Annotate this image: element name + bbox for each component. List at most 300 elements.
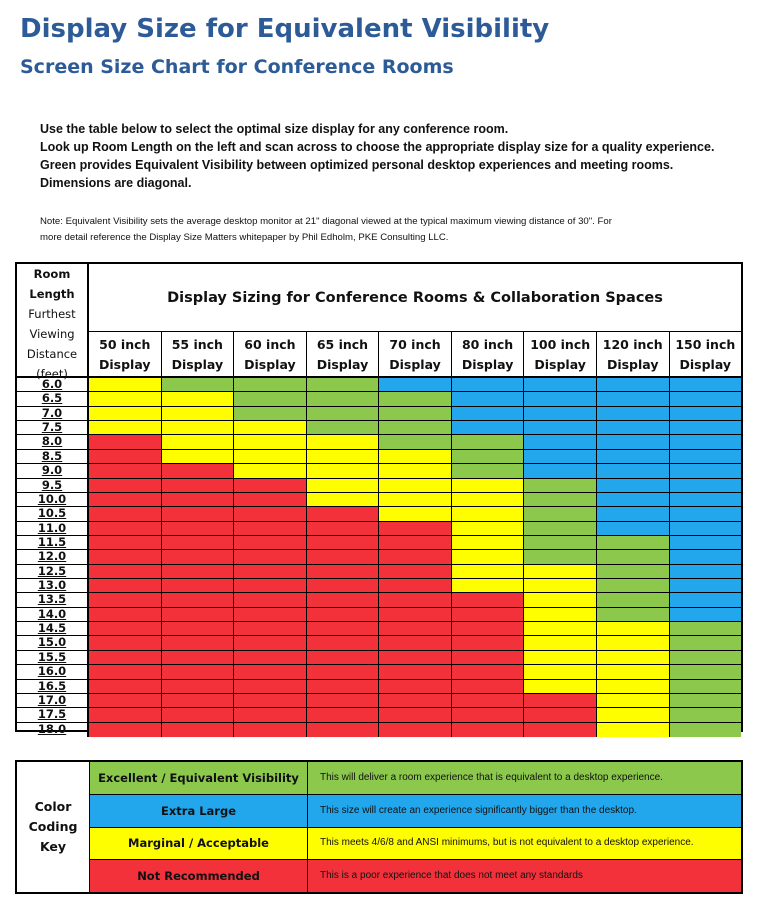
rating-cell [234,522,307,536]
rating-cell [452,479,525,493]
rating-cell [162,651,235,665]
table-row [17,708,741,722]
rating-cell [234,378,307,392]
rating-cell [307,636,380,650]
rating-cell [452,680,525,694]
rating-cell [307,522,380,536]
rating-cell [89,479,162,493]
rating-cell [379,723,452,737]
rating-cell [452,608,525,622]
rating-cell [162,694,235,708]
table-row [17,651,741,665]
rating-cell [162,522,235,536]
rating-cell [379,450,452,464]
rating-cell [452,593,525,607]
rating-cell [524,550,597,564]
rating-cell [307,694,380,708]
room-header-line: Distance [26,347,78,361]
rating-cell [234,636,307,650]
rating-cell [670,522,742,536]
distance-label: 11.0 [17,522,89,536]
rating-cell [89,708,162,722]
rating-cell [452,651,525,665]
table-row [17,622,741,636]
distance-label: 14.5 [17,622,89,636]
rating-cell [162,464,235,478]
column-size: 60 inch [244,337,296,352]
rating-cell [307,450,380,464]
table-row [17,536,741,550]
rating-cell [524,651,597,665]
table-row [17,378,741,392]
rating-cell [597,565,670,579]
rating-cell [234,536,307,550]
distance-label: 6.0 [17,378,89,392]
column-unit: Display [171,357,224,372]
distance-label: 8.0 [17,435,89,449]
rating-cell [307,421,380,435]
rating-cell [89,723,162,737]
rating-cell [524,493,597,507]
distance-label: 8.5 [17,450,89,464]
rating-cell [234,479,307,493]
rating-cell [307,407,380,421]
rating-cell [452,378,525,392]
column-header [307,332,380,376]
rating-cell [307,536,380,550]
rating-cell [597,507,670,521]
column-header [597,332,670,376]
rating-cell [524,608,597,622]
table-row [17,493,741,507]
rating-cell [162,550,235,564]
rating-cell [379,407,452,421]
rating-cell [89,636,162,650]
table-row [17,450,741,464]
rating-cell [89,550,162,564]
rating-cell [452,694,525,708]
column-size: 50 inch [99,337,151,352]
rating-cell [379,550,452,564]
table-row [17,636,741,650]
rating-cell [307,479,380,493]
rating-cell [452,579,525,593]
rating-cell [89,579,162,593]
color-coding-key [15,760,743,894]
column-size: 55 inch [171,337,223,352]
room-header-line: Length [29,287,75,301]
rating-cell [670,622,742,636]
rating-cell [597,435,670,449]
column-size: 80 inch [461,337,514,352]
rating-cell [89,622,162,636]
rating-cell [597,464,670,478]
column-header [379,332,452,376]
column-unit: Display [679,357,732,372]
rating-cell [307,493,380,507]
column-unit: Display [99,357,151,372]
key-label [17,762,90,892]
rating-cell [597,622,670,636]
table-row [17,593,741,607]
rating-cell [307,464,380,478]
rating-cell [670,421,742,435]
table-row [17,464,741,478]
table-row [17,694,741,708]
rating-cell [670,493,742,507]
rating-cell [89,493,162,507]
rating-cell [162,680,235,694]
rating-cell [307,507,380,521]
rating-cell [234,593,307,607]
rating-cell [379,608,452,622]
rating-cell [234,464,307,478]
distance-label: 10.5 [17,507,89,521]
room-header-line: (feet) [36,367,68,381]
distance-label: 17.5 [17,708,89,722]
key-description: This is a poor experience that does not meet any standards [320,870,583,882]
column-header [524,332,597,376]
rating-cell [234,665,307,679]
rating-cell [670,450,742,464]
rating-cell [234,450,307,464]
column-header [670,332,742,376]
rating-cell [162,493,235,507]
rating-cell [379,565,452,579]
rating-cell [162,479,235,493]
key-row [90,828,741,861]
rating-cell [452,421,525,435]
rating-cell [307,622,380,636]
key-name: Excellent / Equivalent Visibility [90,762,308,794]
rating-cell [524,708,597,722]
room-header-line: Room [33,267,71,281]
rating-cell [307,550,380,564]
rating-cell [452,708,525,722]
table-row [17,723,741,737]
rating-cell [379,694,452,708]
table-row [17,479,741,493]
rating-cell [379,479,452,493]
distance-label: 11.5 [17,536,89,550]
table-body [17,377,741,736]
rating-cell [162,378,235,392]
distance-label: 17.0 [17,694,89,708]
rating-cell [524,450,597,464]
page-title: Display Size for Equivalent Visibility [20,14,550,44]
rating-cell [307,723,380,737]
distance-label: 12.0 [17,550,89,564]
rating-cell [234,622,307,636]
column-size: 150 inch [675,337,736,352]
column-size: 65 inch [316,337,369,352]
key-name: Extra Large [90,795,308,827]
rating-cell [307,680,380,694]
rating-cell [307,651,380,665]
table-row [17,407,741,421]
rating-cell [234,392,307,406]
rating-cell [307,593,380,607]
rating-cell [452,464,525,478]
rating-cell [162,421,235,435]
rating-cell [379,378,452,392]
column-size: 70 inch [389,337,441,352]
rating-cell [597,651,670,665]
rating-cell [89,378,162,392]
rating-cell [89,421,162,435]
rating-cell [89,464,162,478]
rating-cell [162,450,235,464]
distance-label: 12.5 [17,565,89,579]
rating-cell [597,723,670,737]
rating-cell [524,680,597,694]
intro-line: Use the table below to select the optimal size display for any conference room. [40,122,509,136]
rating-cell [597,522,670,536]
rating-cell [89,565,162,579]
rating-cell [234,694,307,708]
distance-label: 18.0 [17,723,89,737]
page-subtitle: Screen Size Chart for Conference Rooms [20,56,454,78]
rating-cell [452,723,525,737]
rating-cell [524,479,597,493]
rating-cell [597,550,670,564]
rating-cell [162,622,235,636]
rating-cell [452,522,525,536]
distance-label: 15.5 [17,651,89,665]
key-row [90,762,741,795]
rating-cell [234,407,307,421]
rating-cell [670,550,742,564]
rating-cell [89,694,162,708]
table-row [17,522,741,536]
rating-cell [524,723,597,737]
distance-label: 7.0 [17,407,89,421]
column-header [162,332,235,376]
table-row [17,392,741,406]
rating-cell [379,493,452,507]
table-row [17,608,741,622]
rating-cell [379,651,452,665]
rating-cell [89,435,162,449]
rating-cell [89,522,162,536]
rating-cell [307,665,380,679]
rating-cell [452,392,525,406]
rating-cell [89,407,162,421]
column-unit: Display [389,357,441,372]
rating-cell [379,522,452,536]
rating-cell [89,450,162,464]
rating-cell [597,593,670,607]
rating-cell [89,665,162,679]
rating-cell [89,608,162,622]
rating-cell [234,608,307,622]
table-main-header: Display Sizing for Conference Rooms & Collaboration Spaces [89,264,741,332]
rating-cell [670,435,742,449]
room-header-line: Viewing [29,327,75,341]
rating-cell [524,522,597,536]
room-length-header [17,264,89,381]
rating-cell [524,464,597,478]
rating-cell [89,651,162,665]
rating-cell [379,507,452,521]
rating-cell [234,435,307,449]
distance-label: 6.5 [17,392,89,406]
distance-label: 13.5 [17,593,89,607]
rating-cell [452,450,525,464]
rating-cell [162,636,235,650]
rating-cell [379,392,452,406]
table-row [17,435,741,449]
column-unit: Display [461,357,514,372]
distance-label: 14.0 [17,608,89,622]
room-header-line: Furthest [28,307,76,321]
rating-cell [234,550,307,564]
rating-cell [162,708,235,722]
rating-cell [670,479,742,493]
rating-cell [162,407,235,421]
column-unit: Display [244,357,296,372]
rating-cell [452,550,525,564]
rating-cell [524,421,597,435]
rating-cell [379,593,452,607]
rating-cell [162,665,235,679]
rating-cell [379,708,452,722]
column-header [234,332,307,376]
rating-cell [597,407,670,421]
table-row [17,579,741,593]
distance-label: 9.5 [17,479,89,493]
rating-cell [670,392,742,406]
rating-cell [234,680,307,694]
distance-label: 7.5 [17,421,89,435]
key-row [90,860,741,892]
table-row [17,550,741,564]
table-row [17,507,741,521]
rating-cell [524,579,597,593]
rating-cell [670,593,742,607]
column-unit: Display [316,357,369,372]
note-line: more detail reference the Display Size Matters whitepaper by Phil Edholm, PKE Consulting LLC. [40,232,449,243]
rating-cell [379,464,452,478]
distance-label: 16.5 [17,680,89,694]
rating-cell [670,608,742,622]
key-label-line: Coding [28,819,78,834]
rating-cell [597,665,670,679]
rating-cell [597,708,670,722]
rating-cell [524,593,597,607]
rating-cell [597,493,670,507]
column-unit: Display [534,357,586,372]
rating-cell [597,694,670,708]
rating-cell [452,493,525,507]
intro-text [40,120,714,192]
rating-cell [670,723,742,737]
rating-cell [597,680,670,694]
rating-cell [379,435,452,449]
rating-cell [597,579,670,593]
rating-cell [89,593,162,607]
rating-cell [307,378,380,392]
key-description: This will deliver a room experience that is equivalent to a desktop experience. [320,771,663,783]
rating-cell [162,723,235,737]
rating-cell [452,507,525,521]
rating-cell [234,651,307,665]
table-row [17,421,741,435]
rating-cell [162,579,235,593]
rating-cell [234,507,307,521]
rating-cell [524,565,597,579]
rating-cell [524,694,597,708]
column-size: 120 inch [602,337,663,352]
intro-line: Green provides Equivalent Visibility between optimized personal desktop experiences and meeting rooms. [40,158,674,172]
key-label-line: Color [34,799,72,814]
rating-cell [307,435,380,449]
distance-label: 9.0 [17,464,89,478]
rating-cell [597,536,670,550]
key-description: This meets 4/6/8 and ANSI minimums, but is not equivalent to a desktop experience. [320,837,694,849]
rating-cell [162,536,235,550]
rating-cell [379,421,452,435]
rating-cell [524,392,597,406]
distance-label: 15.0 [17,636,89,650]
rating-cell [162,608,235,622]
rating-cell [162,565,235,579]
rating-cell [524,378,597,392]
rating-cell [670,579,742,593]
column-header [89,332,162,376]
distance-label: 13.0 [17,579,89,593]
rating-cell [524,407,597,421]
rating-cell [89,536,162,550]
rating-cell [670,680,742,694]
key-rows [90,762,741,892]
table-row [17,680,741,694]
rating-cell [162,392,235,406]
rating-cell [670,651,742,665]
rating-cell [162,435,235,449]
rating-cell [670,536,742,550]
rating-cell [452,565,525,579]
rating-cell [234,565,307,579]
key-description: This size will create an experience significantly bigger than the desktop. [320,804,637,816]
rating-cell [162,507,235,521]
column-size: 100 inch [530,337,591,352]
key-name: Marginal / Acceptable [90,828,308,860]
rating-cell [597,608,670,622]
rating-cell [89,392,162,406]
rating-cell [597,421,670,435]
rating-cell [670,694,742,708]
rating-cell [379,579,452,593]
rating-cell [452,536,525,550]
table-row [17,665,741,679]
rating-cell [234,708,307,722]
rating-cell [89,507,162,521]
rating-cell [234,579,307,593]
rating-cell [162,593,235,607]
rating-cell [452,622,525,636]
rating-cell [379,636,452,650]
rating-cell [670,708,742,722]
rating-cell [379,622,452,636]
rating-cell [670,464,742,478]
rating-cell [452,435,525,449]
column-headers [89,332,741,378]
key-name: Not Recommended [90,860,308,892]
note-line: Note: Equivalent Visibility sets the average desktop monitor at 21" diagonal viewed at the typical maximum viewing distance of 30". For [40,216,612,227]
key-label-line: Key [39,839,67,854]
rating-cell [524,636,597,650]
